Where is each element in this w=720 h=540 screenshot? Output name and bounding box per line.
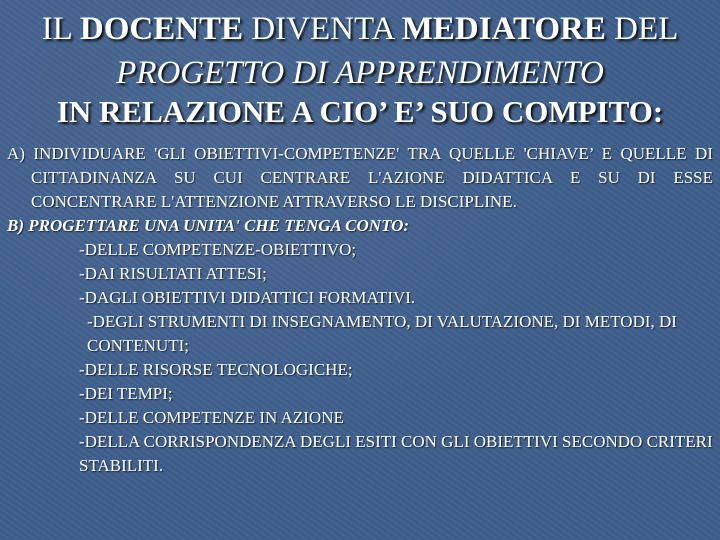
section-a-text: A) INDIVIDUARE 'GLI OBIETTIVI-COMPETENZE' TRA QUELLE 'CHIAVE’ E QUELLE DI CITTADINANZA SU CUI CENTRARE L'AZIONE DIDATTICA E SU DI ESSE CONCENTRARE L'ATTENZIONE ATTRAVERSO LE DISCIPLINE. [7,144,713,211]
list-item: -DELLE COMPETENZE IN AZIONE [79,408,344,427]
title-part: IL [41,11,80,47]
list-item: -DAGLI OBIETTIVI DIDATTICI FORMATIVI. [79,288,416,307]
list-item: -DEI TEMPI; [79,384,173,403]
slide-subtitle: IN RELAZIONE A CIO’ E’ SUO COMPITO: [56,94,664,129]
list-item: -DELLE COMPETENZE-OBIETTIVO; [79,240,357,259]
list-item: -DELLA CORRISPONDENZA DEGLI ESITI CON GLI OBIETTIVI SECONDO CRITERI STABILITI. [79,432,713,475]
slide-title-line-1 [0,10,720,48]
list-item: -DEGLI STRUMENTI DI INSEGNAMENTO, DI VALUTAZIONE, DI METODI, DI CONTENUTI; [87,312,677,355]
title-part: DEL [605,11,679,47]
title-part: DIVENTA [243,11,402,47]
section-b-heading: B) PROGETTARE UNA UNITA' CHE TENGA CONTO: [7,216,410,235]
slide-title-line-2: PROGETTO DI APPRENDIMENTO [116,55,604,91]
slide-body [7,142,713,478]
list-item: -DELLE RISORSE TECNOLOGICHE; [79,360,353,379]
title-emphasis-docente: DOCENTE [79,11,244,47]
list-item: -DAI RISULTATI ATTESI; [79,264,267,283]
item-list [7,238,713,478]
title-emphasis-mediatore: MEDIATORE [401,11,606,47]
